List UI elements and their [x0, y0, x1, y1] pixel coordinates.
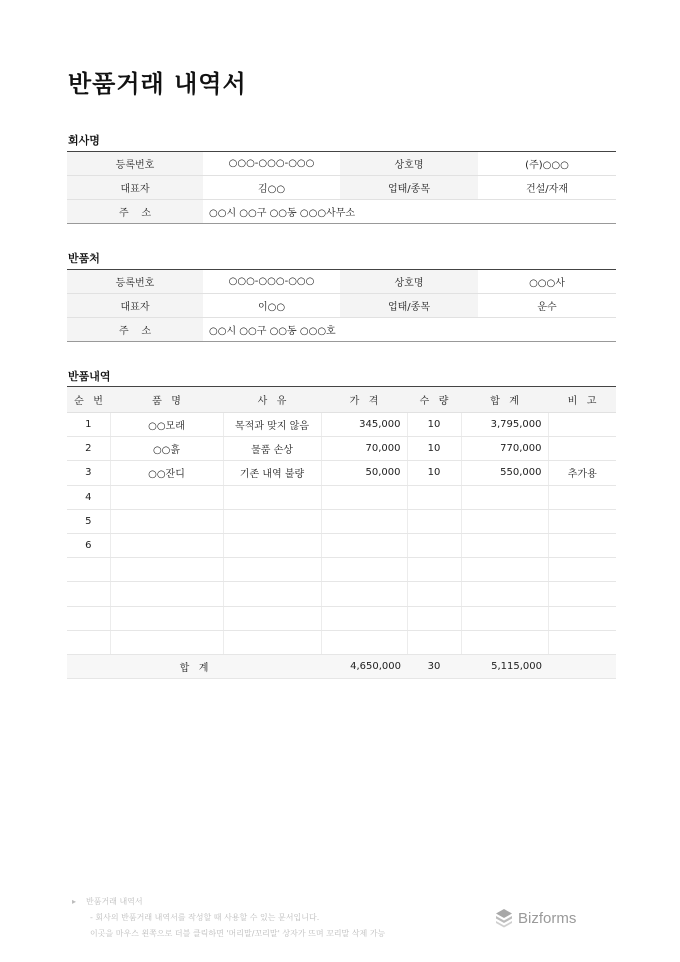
cell-item-name	[110, 509, 223, 533]
cell-row-no: 3	[67, 461, 110, 485]
col-header-item: 품 명	[110, 387, 223, 413]
col-header-note: 비 고	[548, 387, 616, 413]
return-items-table	[67, 386, 616, 679]
company-name: (주)○○○	[478, 152, 616, 176]
cell-sum	[461, 606, 548, 630]
cell-note	[548, 630, 616, 654]
col-header-price: 가 격	[321, 387, 407, 413]
cell-note	[548, 509, 616, 533]
cell-reason	[223, 558, 321, 582]
addr-label: 주 소	[67, 200, 203, 224]
cell-row-no	[67, 582, 110, 606]
total-qty: 30	[407, 654, 461, 678]
cell-sum	[461, 509, 548, 533]
cell-row-no: 1	[67, 413, 110, 437]
cell-item-name	[110, 485, 223, 509]
table-row	[67, 533, 616, 557]
cell-reason: 물품 손상	[223, 437, 321, 461]
cell-reason	[223, 630, 321, 654]
cell-note	[548, 582, 616, 606]
cell-reason	[223, 509, 321, 533]
bizforms-logo-icon	[494, 908, 514, 928]
addr-label: 주 소	[67, 318, 203, 342]
cell-item-name: ○○잔디	[110, 461, 223, 485]
cell-sum	[461, 630, 548, 654]
cell-note	[548, 413, 616, 437]
cell-price	[321, 606, 407, 630]
total-note	[548, 654, 616, 678]
cell-price	[321, 485, 407, 509]
cell-item-name	[110, 630, 223, 654]
cell-note	[548, 485, 616, 509]
cell-item-name	[110, 558, 223, 582]
cell-note	[548, 533, 616, 557]
cell-sum	[461, 558, 548, 582]
table-row	[67, 558, 616, 582]
bullet-icon: ▸	[72, 897, 77, 906]
col-header-no: 순 번	[67, 387, 110, 413]
company-biz: 건설/자재	[478, 176, 616, 200]
cell-sum	[461, 582, 548, 606]
footer-line-2: - 회사의 반품거래 내역서를 작성할 때 사용할 수 있는 문서입니다.	[90, 913, 320, 922]
table-row	[67, 630, 616, 654]
total-label: 합 계	[67, 654, 321, 678]
cell-price: 345,000	[321, 413, 407, 437]
biz-label: 업태/종목	[340, 294, 478, 318]
col-header-sum: 합 계	[461, 387, 548, 413]
col-header-qty: 수 량	[407, 387, 461, 413]
reg-no-label: 등록번호	[67, 152, 203, 176]
cell-qty	[407, 630, 461, 654]
cell-qty	[407, 606, 461, 630]
cell-row-no: 4	[67, 485, 110, 509]
cell-qty: 10	[407, 437, 461, 461]
bizforms-logo	[494, 908, 576, 928]
table-row	[67, 509, 616, 533]
table-row	[67, 461, 616, 485]
footer-line-1: 반품거래 내역서	[86, 897, 143, 906]
cell-reason: 기존 내역 불량	[223, 461, 321, 485]
cell-item-name	[110, 582, 223, 606]
table-row	[67, 437, 616, 461]
cell-sum: 550,000	[461, 461, 548, 485]
returnee-reg-no: ○○○-○○○-○○○	[203, 270, 340, 294]
cell-row-no	[67, 558, 110, 582]
cell-sum: 3,795,000	[461, 413, 548, 437]
rep-label: 대표자	[67, 176, 203, 200]
cell-qty	[407, 582, 461, 606]
cell-row-no: 6	[67, 533, 110, 557]
cell-reason	[223, 485, 321, 509]
cell-price: 50,000	[321, 461, 407, 485]
reg-no-label: 등록번호	[67, 270, 203, 294]
cell-price	[321, 630, 407, 654]
returnee-address: ○○시 ○○구 ○○동 ○○○호	[209, 326, 336, 337]
cell-row-no: 2	[67, 437, 110, 461]
returnee-section-label: 반품처	[68, 252, 100, 265]
cell-reason	[223, 606, 321, 630]
cell-note	[548, 437, 616, 461]
company-rep: 김○○	[203, 176, 340, 200]
cell-qty: 10	[407, 413, 461, 437]
cell-price: 70,000	[321, 437, 407, 461]
total-row	[67, 654, 616, 678]
rep-label: 대표자	[67, 294, 203, 318]
cell-price	[321, 509, 407, 533]
returnee-biz: 운수	[478, 294, 616, 318]
cell-row-no	[67, 630, 110, 654]
cell-row-no	[67, 606, 110, 630]
cell-row-no: 5	[67, 509, 110, 533]
cell-note	[548, 558, 616, 582]
cell-note: 추가용	[548, 461, 616, 485]
cell-note	[548, 606, 616, 630]
company-section-label: 회사명	[68, 134, 100, 147]
cell-item-name	[110, 533, 223, 557]
document-title: 반품거래 내역서	[68, 70, 247, 98]
name-label: 상호명	[340, 152, 478, 176]
cell-reason	[223, 582, 321, 606]
col-header-reason: 사 유	[223, 387, 321, 413]
cell-qty	[407, 558, 461, 582]
cell-price	[321, 582, 407, 606]
cell-item-name: ○○흙	[110, 437, 223, 461]
table-row	[67, 413, 616, 437]
company-info-table	[67, 151, 616, 224]
cell-reason	[223, 533, 321, 557]
items-section-label: 반품내역	[68, 370, 111, 383]
table-row	[67, 582, 616, 606]
cell-qty	[407, 533, 461, 557]
cell-qty: 10	[407, 461, 461, 485]
cell-reason: 목적과 맞지 않음	[223, 413, 321, 437]
cell-sum	[461, 485, 548, 509]
total-sum: 5,115,000	[461, 654, 548, 678]
table-header-row	[67, 387, 616, 413]
table-row	[67, 606, 616, 630]
footer-line-3: 이곳을 마우스 왼쪽으로 더블 클릭하면 '머리말/꼬리말' 상자가 뜨며 꼬리말 삭제 가능	[90, 929, 386, 938]
cell-item-name: ○○모래	[110, 413, 223, 437]
cell-price	[321, 533, 407, 557]
returnee-name: ○○○사	[478, 270, 616, 294]
logo-text: Bizforms	[518, 909, 577, 927]
company-address: ○○시 ○○구 ○○동 ○○○사무소	[209, 208, 356, 219]
cell-item-name	[110, 606, 223, 630]
cell-sum	[461, 533, 548, 557]
cell-qty	[407, 485, 461, 509]
footer-note	[72, 894, 385, 942]
cell-qty	[407, 509, 461, 533]
biz-label: 업태/종목	[340, 176, 478, 200]
name-label: 상호명	[340, 270, 478, 294]
returnee-rep: 이○○	[203, 294, 340, 318]
cell-sum: 770,000	[461, 437, 548, 461]
total-price: 4,650,000	[321, 654, 407, 678]
cell-price	[321, 558, 407, 582]
returnee-info-table	[67, 269, 616, 342]
table-row	[67, 485, 616, 509]
company-reg-no: ○○○-○○○-○○○	[203, 152, 340, 176]
